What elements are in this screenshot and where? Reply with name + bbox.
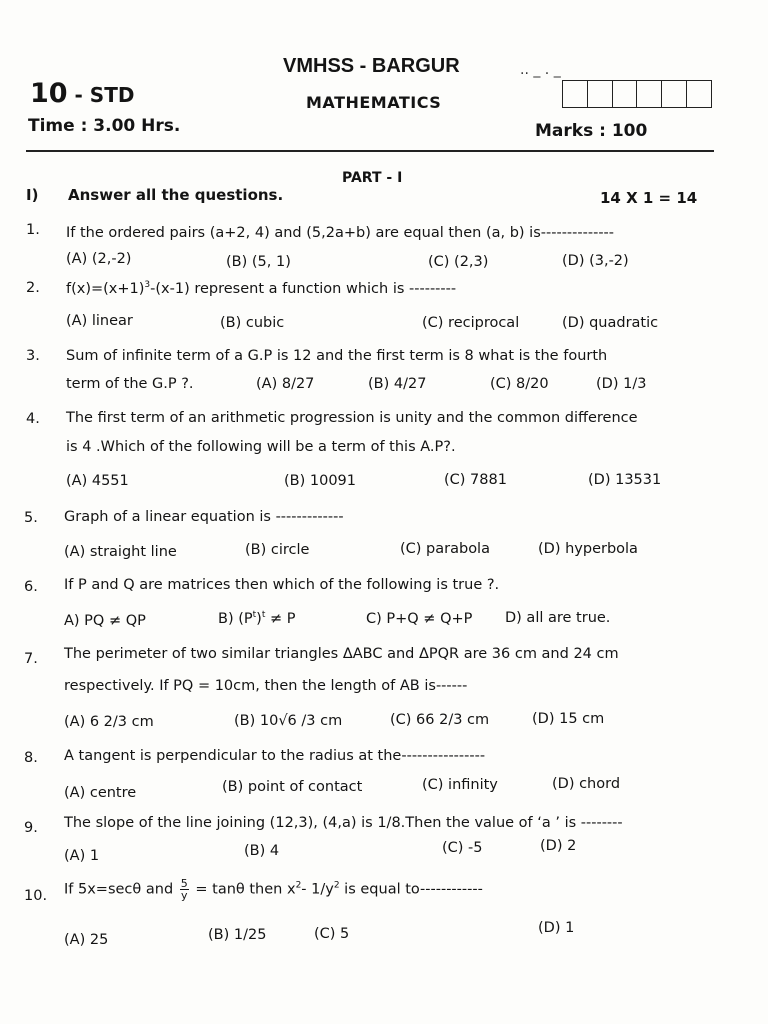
total-marks: Marks : 100 — [535, 121, 648, 141]
option-a: (A) 4551 — [66, 473, 129, 489]
question-number: 4. — [26, 411, 40, 427]
subject-title: MATHEMATICS — [306, 93, 442, 112]
question-text: A tangent is perpendicular to the radius at the---------------- — [64, 748, 486, 764]
roll-box — [662, 81, 687, 107]
option-d: (D) hyperbola — [538, 541, 638, 557]
question-text-line1: The first term of an arithmetic progression is unity and the common difference — [66, 410, 638, 426]
part-heading: PART - I — [342, 170, 403, 186]
option-text-part: ) — [256, 611, 262, 627]
roll-box — [687, 81, 711, 107]
option-text-part: B) (P — [218, 611, 253, 627]
fraction-denominator: y — [181, 889, 188, 902]
question-text-part: f(x)=(x+1) — [66, 281, 145, 297]
question-number: 8. — [24, 750, 38, 766]
fraction — [180, 878, 189, 901]
question-text: If P and Q are matrices then which of the following is true ?. — [64, 577, 500, 593]
option-d: (D) chord — [552, 776, 621, 792]
option-b: (B) circle — [245, 542, 310, 558]
option-a: (A) 1 — [64, 848, 100, 864]
option-c: (C) 8/20 — [490, 376, 549, 392]
option-d: (D) 1 — [538, 920, 575, 936]
question-number: 6. — [24, 579, 38, 595]
question-number: 1. — [26, 222, 40, 238]
question-text-line2: term of the G.P ?. — [66, 376, 194, 392]
question-number: 2. — [26, 280, 40, 296]
question-text-part: If 5x=secθ and — [64, 881, 178, 898]
option-text-part: ≠ P — [265, 611, 296, 627]
section-score: 14 X 1 = 14 — [600, 189, 698, 207]
option-b: (B) 10091 — [284, 473, 356, 489]
option-c: C) P+Q ≠ Q+P — [366, 611, 473, 627]
question-number: 10. — [24, 888, 48, 904]
option-a: (A) linear — [66, 313, 133, 329]
option-a: (A) 25 — [64, 932, 109, 948]
option-a: (A) centre — [64, 785, 137, 801]
class-number: 10 — [30, 78, 68, 109]
option-b: (B) 4/27 — [368, 376, 427, 392]
roll-box — [637, 81, 662, 107]
option-b: (B) 1/25 — [208, 927, 267, 943]
option-b: (B) (5, 1) — [226, 254, 291, 270]
section-instruction: Answer all the questions. — [68, 186, 284, 204]
option-c: (C) 7881 — [444, 472, 507, 488]
option-d: (D) 15 cm — [532, 711, 605, 727]
option-d: D) all are true. — [505, 610, 611, 626]
roll-number-boxes — [562, 80, 712, 108]
roll-box — [563, 81, 588, 107]
option-c: (C) infinity — [422, 777, 498, 793]
option-b: (B) 4 — [244, 843, 280, 859]
school-name: VMHSS - BARGUR — [283, 55, 460, 77]
exponent: t — [261, 610, 266, 621]
option-a: (A) 6 2/3 cm — [64, 714, 154, 730]
question-text-line2: is 4 .Which of the following will be a term of this A.P?. — [66, 439, 456, 455]
question-number: 7. — [24, 651, 38, 667]
option-d: (D) 13531 — [588, 472, 662, 488]
option-c: (C) reciprocal — [422, 315, 520, 331]
question-text-part: -(x-1) represent a function which is --------- — [150, 281, 457, 297]
question-text-part: is equal to------------ — [339, 881, 483, 898]
section-number: I) — [26, 186, 39, 204]
question-text-line1: Sum of infinite term of a G.P is 12 and the first term is 8 what is the fourth — [66, 348, 608, 364]
option-c: (C) (2,3) — [428, 254, 489, 270]
option-c: (C) 66 2/3 cm — [390, 712, 490, 728]
option-a: (A) straight line — [64, 544, 177, 560]
exponent: 2 — [333, 880, 340, 891]
option-d: (D) (3,-2) — [562, 253, 629, 269]
class-label — [30, 78, 134, 109]
exponent: t — [252, 610, 257, 621]
question-number: 9. — [24, 820, 38, 836]
option-b: (B) cubic — [220, 315, 285, 331]
question-text-line1: The perimeter of two similar triangles ΔABC and ΔPQR are 36 cm and 24 cm — [64, 646, 619, 662]
exponent: 3 — [144, 280, 151, 291]
question-text: The slope of the line joining (12,3), (4,a) is 1/8.Then the value of ‘a ’ is -------- — [64, 815, 623, 831]
exponent: 2 — [295, 880, 302, 891]
option-b: (B) 10√6 /3 cm — [234, 713, 343, 729]
question-text-part: = tanθ then x — [190, 881, 296, 898]
option-c: (C) -5 — [442, 840, 483, 856]
option-a: (A) 8/27 — [256, 376, 315, 392]
option-b: (B) point of contact — [222, 779, 363, 795]
header-scribble: .. _ . _ — [520, 62, 561, 78]
class-suffix: - STD — [67, 83, 135, 107]
question-number: 5. — [24, 510, 38, 526]
option-a: A) PQ ≠ QP — [64, 613, 146, 629]
header-divider — [26, 150, 714, 152]
question-text — [66, 281, 456, 297]
option-c: (C) 5 — [314, 926, 350, 942]
option-d: (D) 1/3 — [596, 376, 647, 392]
question-text: If the ordered pairs (a+2, 4) and (5,2a+b) are equal then (a, b) is-------------- — [66, 225, 615, 241]
question-text-line2: respectively. If PQ = 10cm, then the length of AB is------ — [64, 678, 468, 694]
option-a: (A) (2,-2) — [66, 251, 132, 267]
question-text-part: - 1/y — [301, 881, 334, 898]
fraction-numerator: 5 — [180, 877, 188, 890]
option-d: (D) 2 — [540, 838, 577, 854]
roll-box — [588, 81, 613, 107]
option-b — [218, 611, 295, 627]
option-c: (C) parabola — [400, 541, 490, 557]
exam-duration: Time : 3.00 Hrs. — [28, 116, 181, 136]
question-text — [64, 878, 483, 901]
option-d: (D) quadratic — [562, 315, 659, 331]
question-text: Graph of a linear equation is ------------- — [64, 509, 344, 525]
question-number: 3. — [26, 348, 40, 364]
roll-box — [613, 81, 638, 107]
